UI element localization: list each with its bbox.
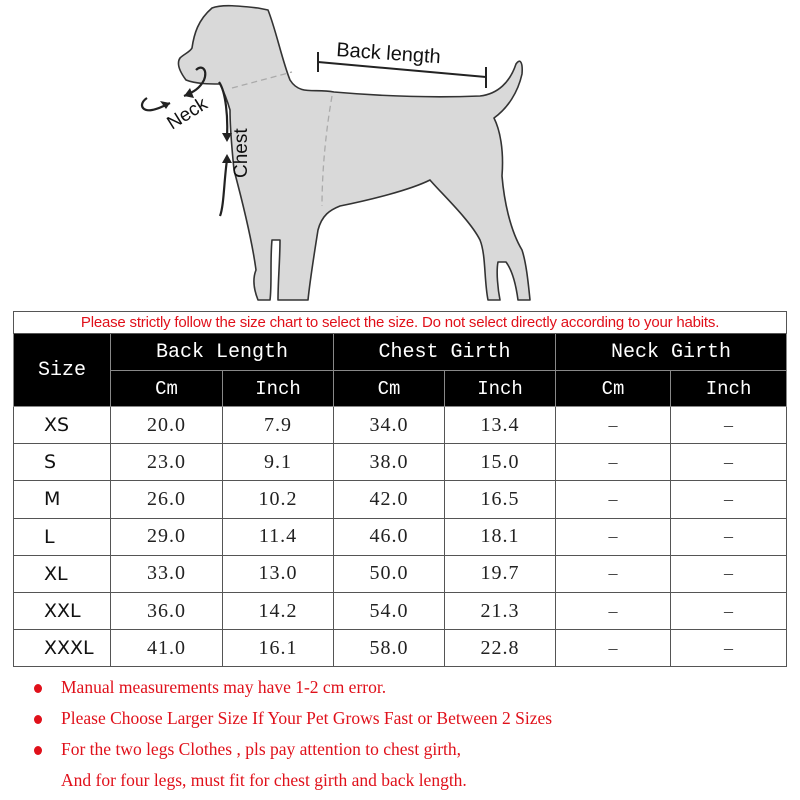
header-chest-inch: Inch: [445, 371, 556, 407]
back-inch-cell: 13.0: [223, 555, 334, 592]
size-chart-table: [13, 311, 787, 667]
table-row: [14, 444, 787, 481]
chest-cm-cell: 46.0: [334, 518, 445, 555]
chest-inch-cell: 16.5: [445, 481, 556, 518]
back-cm-cell: 20.0: [111, 407, 223, 444]
table-row: [14, 630, 787, 667]
header-chest-girth: Chest Girth: [334, 334, 556, 371]
size-cell: L: [14, 518, 111, 555]
table-row: [14, 407, 787, 444]
chest-inch-cell: 21.3: [445, 592, 556, 629]
neck-inch-cell: –: [671, 444, 787, 481]
table-row: [14, 555, 787, 592]
header-back-length: Back Length: [111, 334, 334, 371]
note-text: Please Choose Larger Size If Your Pet Grows Fast or Between 2 Sizes: [61, 708, 553, 728]
back-inch-cell: 16.1: [223, 630, 334, 667]
chest-label: Chest: [231, 128, 252, 178]
back-length-label: Back length: [335, 39, 442, 69]
chest-cm-cell: 42.0: [334, 481, 445, 518]
table-row: [14, 592, 787, 629]
header-back-inch: Inch: [223, 371, 334, 407]
neck-inch-cell: –: [671, 630, 787, 667]
back-inch-cell: 14.2: [223, 592, 334, 629]
header-size: Size: [14, 334, 111, 407]
neck-cm-cell: –: [556, 555, 671, 592]
size-cell: XXL: [14, 592, 111, 629]
bullet-icon: [34, 684, 42, 693]
chest-cm-cell: 50.0: [334, 555, 445, 592]
back-cm-cell: 41.0: [111, 630, 223, 667]
table-row: [14, 518, 787, 555]
back-inch-cell: 10.2: [223, 481, 334, 518]
back-inch-cell: 11.4: [223, 518, 334, 555]
neck-inch-cell: –: [671, 592, 787, 629]
header-neck-girth: Neck Girth: [556, 334, 787, 371]
neck-inch-cell: –: [671, 555, 787, 592]
chest-cm-cell: 38.0: [334, 444, 445, 481]
chest-inch-cell: 22.8: [445, 630, 556, 667]
header-neck-inch: Inch: [671, 371, 787, 407]
header-neck-cm: Cm: [556, 371, 671, 407]
neck-cm-cell: –: [556, 592, 671, 629]
neck-inch-cell: –: [671, 481, 787, 518]
back-cm-cell: 26.0: [111, 481, 223, 518]
header-chest-cm: Cm: [334, 371, 445, 407]
table-row: [14, 481, 787, 518]
size-cell: S: [14, 444, 111, 481]
back-cm-cell: 23.0: [111, 444, 223, 481]
chest-arrow-icon: [219, 82, 227, 216]
neck-cm-cell: –: [556, 407, 671, 444]
note-item: [30, 706, 790, 737]
chest-inch-cell: 18.1: [445, 518, 556, 555]
chest-inch-cell: 19.7: [445, 555, 556, 592]
note-text: And for four legs, must fit for chest girth and back length.: [61, 770, 467, 790]
neck-inch-cell: –: [671, 407, 787, 444]
bullet-icon: [34, 746, 42, 755]
chest-inch-cell: 15.0: [445, 444, 556, 481]
neck-cm-cell: –: [556, 481, 671, 518]
neck-label: Neck: [163, 93, 212, 135]
chest-cm-cell: 54.0: [334, 592, 445, 629]
bullet-icon: [34, 715, 42, 724]
neck-cm-cell: –: [556, 444, 671, 481]
back-cm-cell: 33.0: [111, 555, 223, 592]
neck-cm-cell: –: [556, 630, 671, 667]
size-cell: XXXL: [14, 630, 111, 667]
size-cell: XL: [14, 555, 111, 592]
size-cell: XS: [14, 407, 111, 444]
note-item: [30, 675, 790, 706]
back-cm-cell: 29.0: [111, 518, 223, 555]
neck-inch-cell: –: [671, 518, 787, 555]
neck-cm-cell: –: [556, 518, 671, 555]
header-back-cm: Cm: [111, 371, 223, 407]
size-cell: M: [14, 481, 111, 518]
back-inch-cell: 7.9: [223, 407, 334, 444]
note-item-continuation: [30, 768, 790, 799]
sizing-notes: [30, 675, 790, 799]
chest-inch-cell: 13.4: [445, 407, 556, 444]
back-inch-cell: 9.1: [223, 444, 334, 481]
dog-measurement-illustration: [0, 0, 800, 310]
chest-cm-cell: 58.0: [334, 630, 445, 667]
size-chart-notice: Please strictly follow the size chart to select the size. Do not select directly according to your habits.: [14, 312, 787, 334]
note-item: [30, 737, 790, 768]
back-cm-cell: 36.0: [111, 592, 223, 629]
note-text: For the two legs Clothes , pls pay attention to chest girth,: [61, 739, 462, 759]
note-text: Manual measurements may have 1-2 cm error.: [61, 677, 387, 697]
chest-cm-cell: 34.0: [334, 407, 445, 444]
